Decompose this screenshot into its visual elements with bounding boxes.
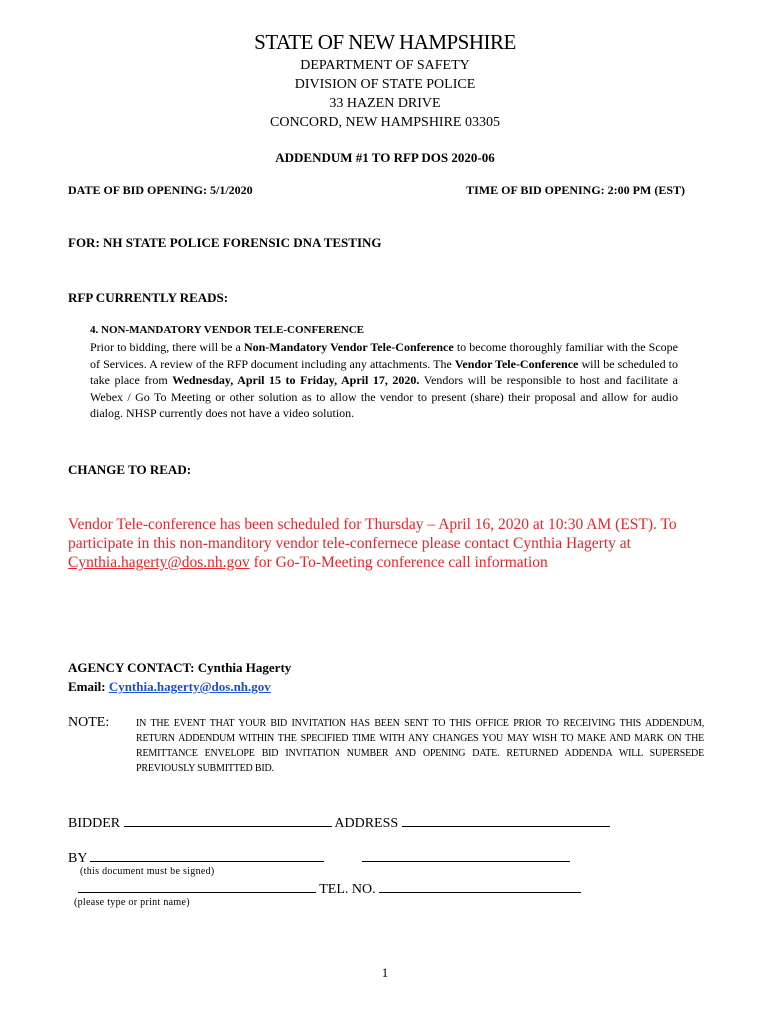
rfp-paragraph [90, 339, 678, 422]
rfp-text-1: Prior to bidding, there will be a [90, 340, 244, 354]
change-text [68, 515, 688, 572]
rfp-text-4: Vendor Tele-Conference [454, 356, 579, 371]
signature-field[interactable] [90, 847, 324, 862]
rfp-text-2: Non-Mandatory Vendor Tele-Conference [243, 340, 454, 354]
rfp-text-6: Wednesday, April 15 to Friday, April 17, 2020. [172, 373, 420, 387]
department-line: DEPARTMENT OF SAFETY [300, 58, 470, 73]
print-note: (please type or print name) [74, 897, 190, 908]
address-field-2[interactable] [362, 847, 570, 862]
item-title: 4. NON-MANDATORY VENDOR TELE-CONFERENCE [90, 324, 365, 336]
printed-name-field[interactable] [78, 878, 316, 893]
by-label: BY [68, 851, 87, 866]
change-heading: CHANGE TO READ: [68, 462, 192, 477]
addendum-title: ADDENDUM #1 TO RFP DOS 2020-06 [275, 150, 495, 165]
state-title: STATE OF NEW HAMPSHIRE [254, 30, 516, 54]
rfp-text-7: Vendors will be responsible to host and facilitate a Webex / Go To Meeting or other solution as to allow the vendor to present (share) their proposal and allow for audio dialog. NHSP currently does not have a video solution. [90, 373, 678, 420]
bid-opening-time: TIME OF BID OPENING: 2:00 PM (EST) [466, 183, 685, 197]
tel-label: TEL. NO. [319, 882, 376, 897]
email-label: Email: [68, 679, 109, 694]
note-text: IN THE EVENT THAT YOUR BID INVITATION HAS BEEN SENT TO THIS OFFICE PRIOR TO RECEIVING THIS ADDENDUM, RETURN ADDENDUM WITHIN THE SPECIFIED TIME WITH ANY CHANGES YOU MAY WISH TO MAKE AND MARK ON THE REMITTANCE ENVELOPE BID INVITATION NUMBER AND OPENING DATE. RETURNED ADDENDA WILL SUPERSEDE PREVIOUSLY SUBMITTED BID. [136, 718, 704, 774]
change-text-a: Vendor Tele-conference has been scheduled for Thursday – April 16, 2020 at 10:30 AM (EST). To participate in this non-manditory vendor tele-confernece please contact Cynthia Hagerty at [68, 516, 677, 552]
rfp-text-3: to become thoroughly familiar with the Scope of Services. A review of the RFP document including any attachments. The [90, 340, 678, 371]
for-line: FOR: NH STATE POLICE FORENSIC DNA TESTING [68, 235, 382, 250]
rfp-text-5: will be scheduled to take place from [90, 356, 678, 387]
street-address: 33 HAZEN DRIVE [329, 96, 441, 111]
contact-email-line [68, 679, 271, 695]
bidder-field[interactable] [124, 812, 332, 827]
city-line: CONCORD, NEW HAMPSHIRE 03305 [270, 115, 500, 130]
by-row [68, 847, 324, 867]
change-email-link[interactable]: Cynthia.hagerty@dos.nh.gov [68, 554, 250, 571]
division-line: DIVISION OF STATE POLICE [294, 77, 476, 92]
address-label: ADDRESS [334, 816, 399, 831]
tel-field[interactable] [379, 878, 581, 893]
contact-email-link[interactable]: Cynthia.hagerty@dos.nh.gov [108, 679, 271, 694]
bidder-row [68, 812, 610, 832]
bid-opening-date: DATE OF BID OPENING: 5/1/2020 [68, 183, 253, 197]
address-field[interactable] [402, 812, 610, 827]
change-text-b: for Go-To-Meeting conference call information [249, 554, 548, 571]
tel-row [78, 878, 581, 898]
rfp-reads-heading: RFP CURRENTLY READS: [68, 290, 229, 305]
address-line-2 [362, 847, 570, 867]
agency-contact: AGENCY CONTACT: Cynthia Hagerty [68, 660, 292, 675]
signed-note: (this document must be signed) [80, 866, 215, 877]
bidder-label: BIDDER [68, 816, 121, 831]
note-label: NOTE: [68, 715, 110, 730]
page-number: 1 [381, 965, 389, 980]
